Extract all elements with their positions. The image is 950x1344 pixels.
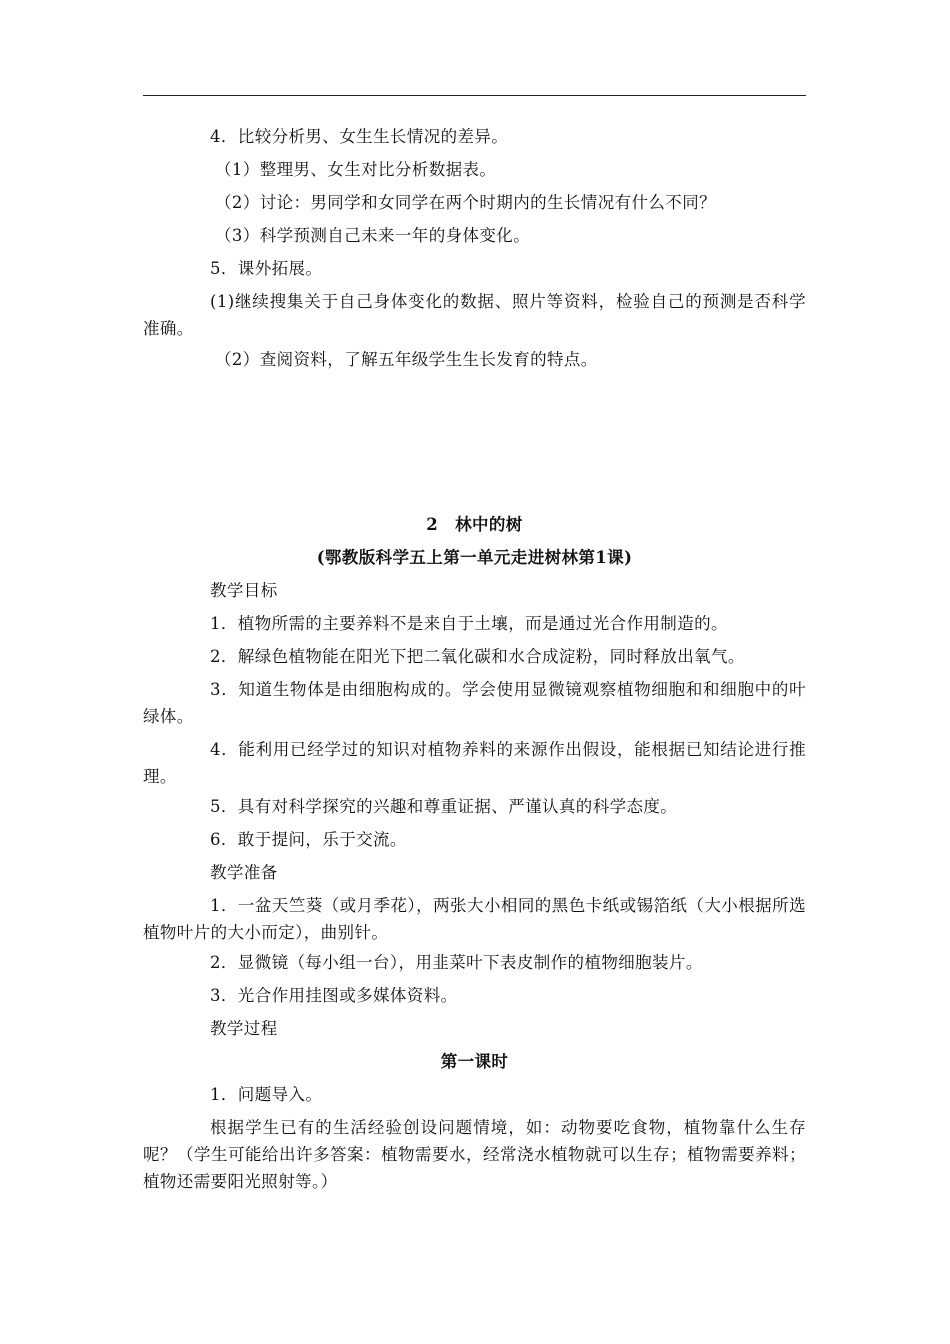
prep-heading: 教学准备 [210,863,278,882]
process-heading: 教学过程 [210,1019,278,1038]
item-5: 5．课外拓展。 [210,259,323,278]
step-1: 1．问题导入。 [210,1085,323,1104]
goal-5: 5．具有对科学探究的兴趣和尊重证据、严谨认真的科学态度。 [210,797,678,816]
prep-1: 1．一盆天竺葵（或月季花），两张大小相同的黑色卡纸或锡箔纸（大小根据所选植物叶片的大小而定），曲别针。 [143,896,806,942]
lesson-subtitle: (鄂教版科学五上第一单元走进树林第1课) [316,548,633,567]
sub-item-3: （3）科学预测自己未来一年的身体变化。 [215,226,531,245]
item-4: 4．比较分析男、女生生长情况的差异。 [210,127,509,146]
goal-4: 4．能利用已经学过的知识对植物养料的来源作出假设，能根据已知结论进行推理。 [143,740,806,786]
goal-2: 2．解绿色植物能在阳光下把二氧化碳和水合成淀粉，同时释放出氧气。 [210,647,745,666]
prep-3: 3．光合作用挂图或多媒体资料。 [210,986,458,1005]
goal-3: 3．知道生物体是由细胞构成的。学会使用显微镜观察植物细胞和和细胞中的叶绿体。 [143,680,806,726]
extension-1: (1)继续搜集关于自己身体变化的数据、照片等资料，检验自己的预测是否科学准确。 [143,292,806,338]
sub-item-2: （2）讨论：男同学和女同学在两个时期内的生长情况有什么不同？ [215,193,716,212]
extension-2: （2）查阅资料，了解五年级学生生长发育的特点。 [215,350,598,369]
goal-6: 6．敢于提问，乐于交流。 [210,830,407,849]
goals-heading: 教学目标 [210,581,278,600]
goal-1: 1．植物所需的主要养料不是来自于土壤，而是通过光合作用制造的。 [210,614,728,633]
prep-2: 2．显微镜（每小组一台），用韭菜叶下表皮制作的植物细胞装片。 [210,953,703,972]
sub-item-1: （1）整理男、女生对比分析数据表。 [215,160,497,179]
step-1-text: 根据学生已有的生活经验创设问题情境，如：动物要吃食物，植物靠什么生存呢？（学生可能给出许多答案：植物需要水，经常浇水植物就可以生存；植物需要养料；植物还需要阳光照射等。） [143,1118,806,1191]
lesson-title: 2 林中的树 [426,515,523,534]
header-rule [143,95,806,96]
period-title: 第一课时 [440,1052,509,1071]
